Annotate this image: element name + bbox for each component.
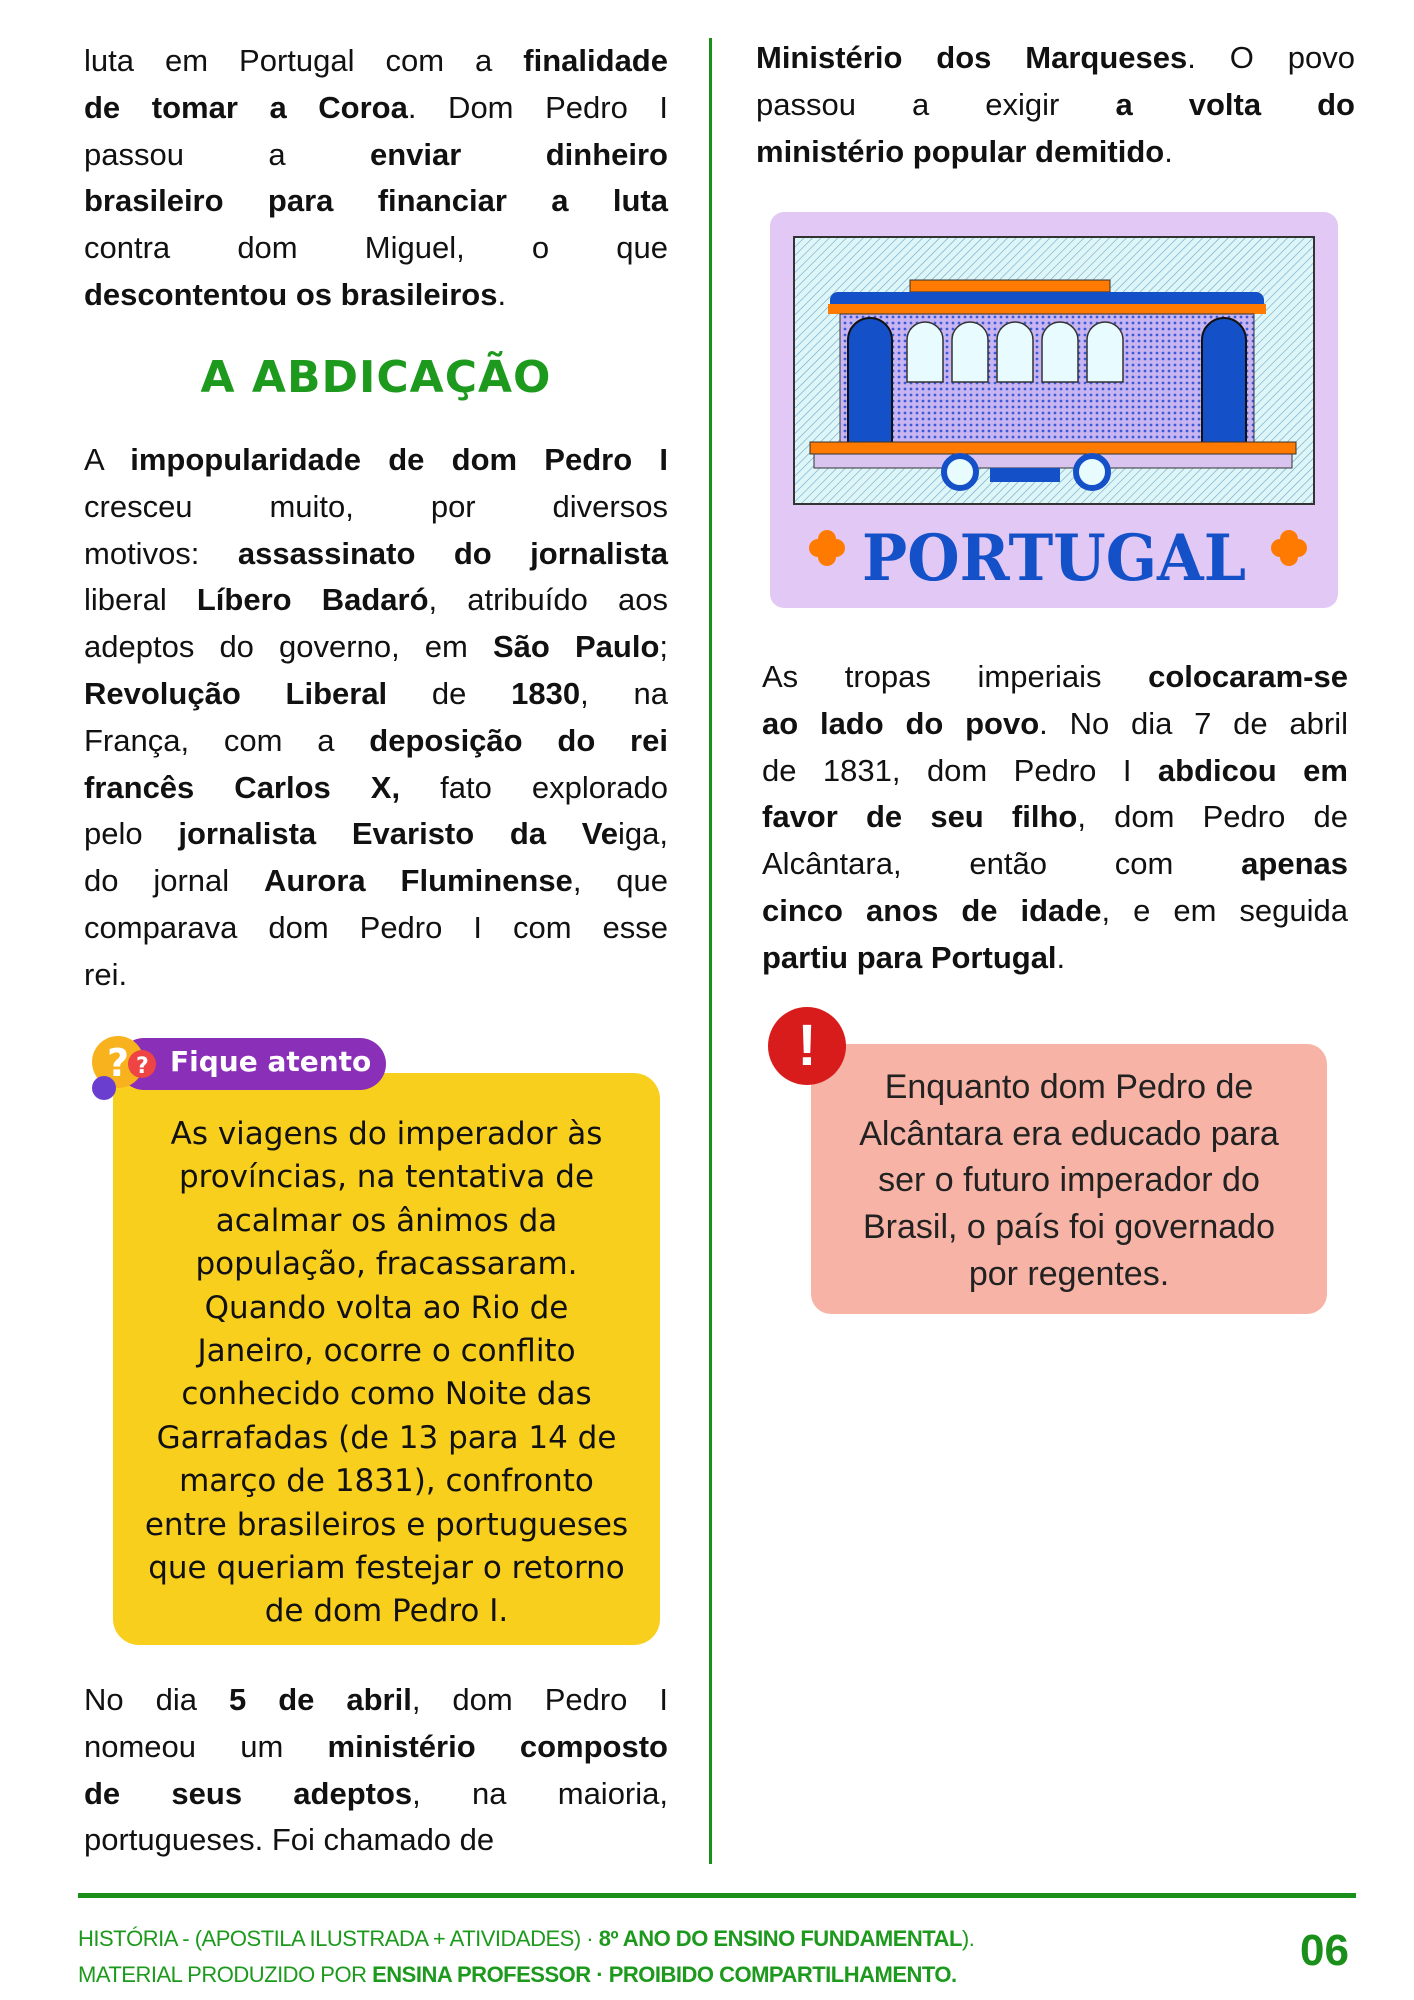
text-line xyxy=(84,225,668,272)
text-segment: A xyxy=(84,442,131,477)
text-segment: , na xyxy=(580,675,668,711)
page-number: 06 xyxy=(1300,1926,1349,1975)
text-line: por regentes. xyxy=(968,1254,1170,1293)
text-segment: França, com a xyxy=(84,722,370,758)
text-line xyxy=(84,437,668,484)
text-line xyxy=(84,85,668,132)
text-segment: Alcântara, então com xyxy=(762,846,1242,882)
bold-text: 8º ANO DO ENSINO FUNDAMENTAL xyxy=(598,1926,962,1951)
text-segment: nomeou um xyxy=(84,1728,328,1764)
text-segment: ). xyxy=(961,1926,975,1951)
text-line: Janeiro, ocorre o conflito xyxy=(197,1333,576,1370)
bold-text: de tomar a Coroa xyxy=(84,89,408,125)
bold-text: 5 de abril xyxy=(228,1682,412,1717)
text-line xyxy=(84,624,668,671)
text-line xyxy=(84,272,668,319)
footer-line-1 xyxy=(78,1926,974,1952)
text-line xyxy=(762,888,1348,935)
text-line xyxy=(84,132,668,179)
text-segment: . Dom Pedro I xyxy=(407,89,668,125)
text-line xyxy=(84,1817,668,1864)
bold-text: ao lado do povo xyxy=(762,705,1040,741)
text-line xyxy=(762,701,1348,748)
bold-text: deposição do rei xyxy=(369,722,668,758)
bold-text: ministério composto xyxy=(327,1728,668,1764)
text-segment: motivos: xyxy=(84,535,238,571)
bold-text: brasileiro para financiar a luta xyxy=(84,183,668,219)
callout-box xyxy=(113,1073,660,1645)
text-segment: comparava dom Pedro I com esse xyxy=(84,909,668,945)
text-line: províncias, na tentativa de xyxy=(178,1159,595,1196)
bold-text: 1830 xyxy=(511,675,581,711)
note-box xyxy=(811,1044,1327,1314)
note-text xyxy=(811,1064,1327,1298)
text-line: Garrafadas (de 13 para 14 de xyxy=(156,1419,617,1456)
svg-text:?: ? xyxy=(136,1054,149,1079)
text-segment: portugueses. Foi chamado de xyxy=(84,1822,495,1858)
text-segment: , na maioria, xyxy=(412,1775,668,1811)
text-segment: . O povo xyxy=(1187,40,1355,75)
footer-line-2 xyxy=(78,1962,957,1988)
text-line xyxy=(762,654,1348,701)
text-segment: adeptos do governo, em xyxy=(84,629,493,665)
bold-text: ENSINA PROFESSOR · PROIBIDO COMPARTILHAMENTO. xyxy=(372,1962,957,1987)
text-segment: pelo xyxy=(84,816,179,852)
bold-text: partiu para Portugal xyxy=(762,939,1057,975)
text-line xyxy=(84,765,668,812)
text-line xyxy=(84,484,668,531)
exclamation-icon: ! xyxy=(768,1007,846,1085)
bold-text: de seus adeptos xyxy=(84,1775,413,1811)
text-segment: iga, xyxy=(618,816,668,852)
text-line xyxy=(762,841,1348,888)
bold-text: colocaram-se xyxy=(1148,659,1348,694)
paragraph-crisis xyxy=(84,38,668,319)
bold-text: finalidade xyxy=(523,43,668,78)
text-segment: ; xyxy=(659,629,669,665)
text-line: Brasil, o país foi governado xyxy=(862,1208,1276,1247)
tram-icon xyxy=(810,280,1296,488)
text-line xyxy=(762,935,1348,982)
text-segment: do jornal xyxy=(84,863,265,899)
bold-text: jornalista Evaristo da Ve xyxy=(178,816,618,852)
text-segment: As tropas imperiais xyxy=(762,659,1149,694)
text-segment: . xyxy=(1056,939,1066,975)
text-segment: , dom Pedro I xyxy=(411,1682,669,1717)
text-segment: . No dia 7 de abril xyxy=(1039,705,1348,741)
text-line xyxy=(84,1771,668,1818)
bold-text: São Paulo xyxy=(493,629,660,665)
text-line: de dom Pedro I. xyxy=(264,1593,509,1630)
text-segment: , e em seguida xyxy=(1101,892,1348,928)
text-line: março de 1831), confronto xyxy=(179,1463,594,1500)
text-line xyxy=(84,1724,668,1771)
text-segment: passou a exigir xyxy=(756,86,1116,122)
text-line: conhecido como Noite das xyxy=(181,1376,592,1413)
callout-text xyxy=(113,1113,660,1634)
paragraph-ministry xyxy=(84,1677,668,1864)
text-line xyxy=(84,811,668,858)
text-line xyxy=(84,952,668,999)
text-line xyxy=(84,577,668,624)
text-line xyxy=(762,748,1348,795)
bold-text: impopularidade de dom Pedro I xyxy=(130,442,668,477)
bold-text: descontentou os brasileiros xyxy=(84,276,498,312)
text-line xyxy=(84,531,668,578)
column-divider xyxy=(709,38,712,1864)
text-line xyxy=(84,671,668,718)
portugal-tram-illustration xyxy=(770,212,1338,608)
callout-label: Fique atento xyxy=(170,1045,372,1078)
text-segment: cresceu muito, por diversos xyxy=(84,488,668,524)
text-segment: liberal xyxy=(84,582,197,618)
bold-text: Revolução Liberal xyxy=(84,675,388,711)
section-heading: A ABDICAÇÃO xyxy=(200,352,552,403)
text-segment: de xyxy=(387,675,512,711)
bold-text: francês Carlos X, xyxy=(84,769,401,805)
text-segment: contra dom Miguel, o que xyxy=(84,230,668,266)
footer-divider xyxy=(78,1893,1356,1898)
text-segment: fato explorado xyxy=(400,769,668,805)
illustration-title: PORTUGAL xyxy=(862,521,1246,596)
text-line: Quando volta ao Rio de xyxy=(204,1289,569,1326)
text-segment: passou a xyxy=(84,136,370,172)
text-line: Alcântara era educado para xyxy=(859,1114,1279,1153)
text-line xyxy=(84,858,668,905)
text-line xyxy=(84,905,668,952)
text-segment: , atribuído aos xyxy=(428,582,668,618)
text-line xyxy=(762,794,1348,841)
text-line xyxy=(84,718,668,765)
bold-text: favor de seu filho xyxy=(762,799,1078,835)
text-line xyxy=(84,1677,668,1724)
text-line xyxy=(756,82,1355,129)
svg-text:?: ? xyxy=(107,1041,130,1085)
bold-text: abdicou em xyxy=(1157,752,1348,788)
text-segment: luta em Portugal com a xyxy=(84,43,524,78)
text-segment: HISTÓRIA - (APOSTILA ILUSTRADA + ATIVIDADES) · xyxy=(78,1926,599,1951)
bold-text: apenas xyxy=(1241,846,1348,882)
text-line: acalmar os ânimos da xyxy=(215,1202,558,1239)
text-segment: MATERIAL PRODUZIDO POR xyxy=(78,1962,373,1987)
text-line xyxy=(756,35,1355,82)
paragraph-unpopularity xyxy=(84,437,668,999)
bold-text: enviar dinheiro xyxy=(369,136,668,172)
text-line: que queriam festejar o retorno xyxy=(148,1550,625,1587)
text-line: Enquanto dom Pedro de xyxy=(884,1068,1254,1106)
bold-text: cinco anos de idade xyxy=(762,892,1102,928)
bold-text: assassinato do jornalista xyxy=(237,535,668,571)
text-line xyxy=(84,178,668,225)
question-bubbles-icon xyxy=(88,1028,168,1108)
text-line xyxy=(756,129,1355,176)
text-segment: , dom Pedro de xyxy=(1077,799,1348,835)
paragraph-abdication xyxy=(762,654,1348,982)
text-line: população, fracassaram. xyxy=(195,1246,578,1283)
bold-text: Líbero Badaró xyxy=(196,582,429,618)
bold-text: a volta do xyxy=(1115,86,1355,122)
paragraph-marquises xyxy=(756,35,1355,175)
text-line: ser o futuro imperador do xyxy=(878,1161,1260,1200)
bold-text: ministério popular demitido xyxy=(756,133,1165,169)
text-segment: No dia xyxy=(84,1682,229,1717)
text-line xyxy=(84,38,668,85)
text-segment: . xyxy=(497,276,507,312)
text-segment: rei. xyxy=(84,956,128,992)
text-segment: , que xyxy=(572,863,669,899)
text-line: entre brasileiros e portugueses xyxy=(144,1506,629,1543)
bold-text: Aurora Fluminense xyxy=(264,863,573,899)
text-segment: de 1831, dom Pedro I xyxy=(762,752,1158,788)
text-segment: . xyxy=(1164,133,1173,169)
bold-text: Ministério dos Marqueses xyxy=(756,40,1188,75)
text-line: As viagens do imperador às xyxy=(170,1116,603,1152)
